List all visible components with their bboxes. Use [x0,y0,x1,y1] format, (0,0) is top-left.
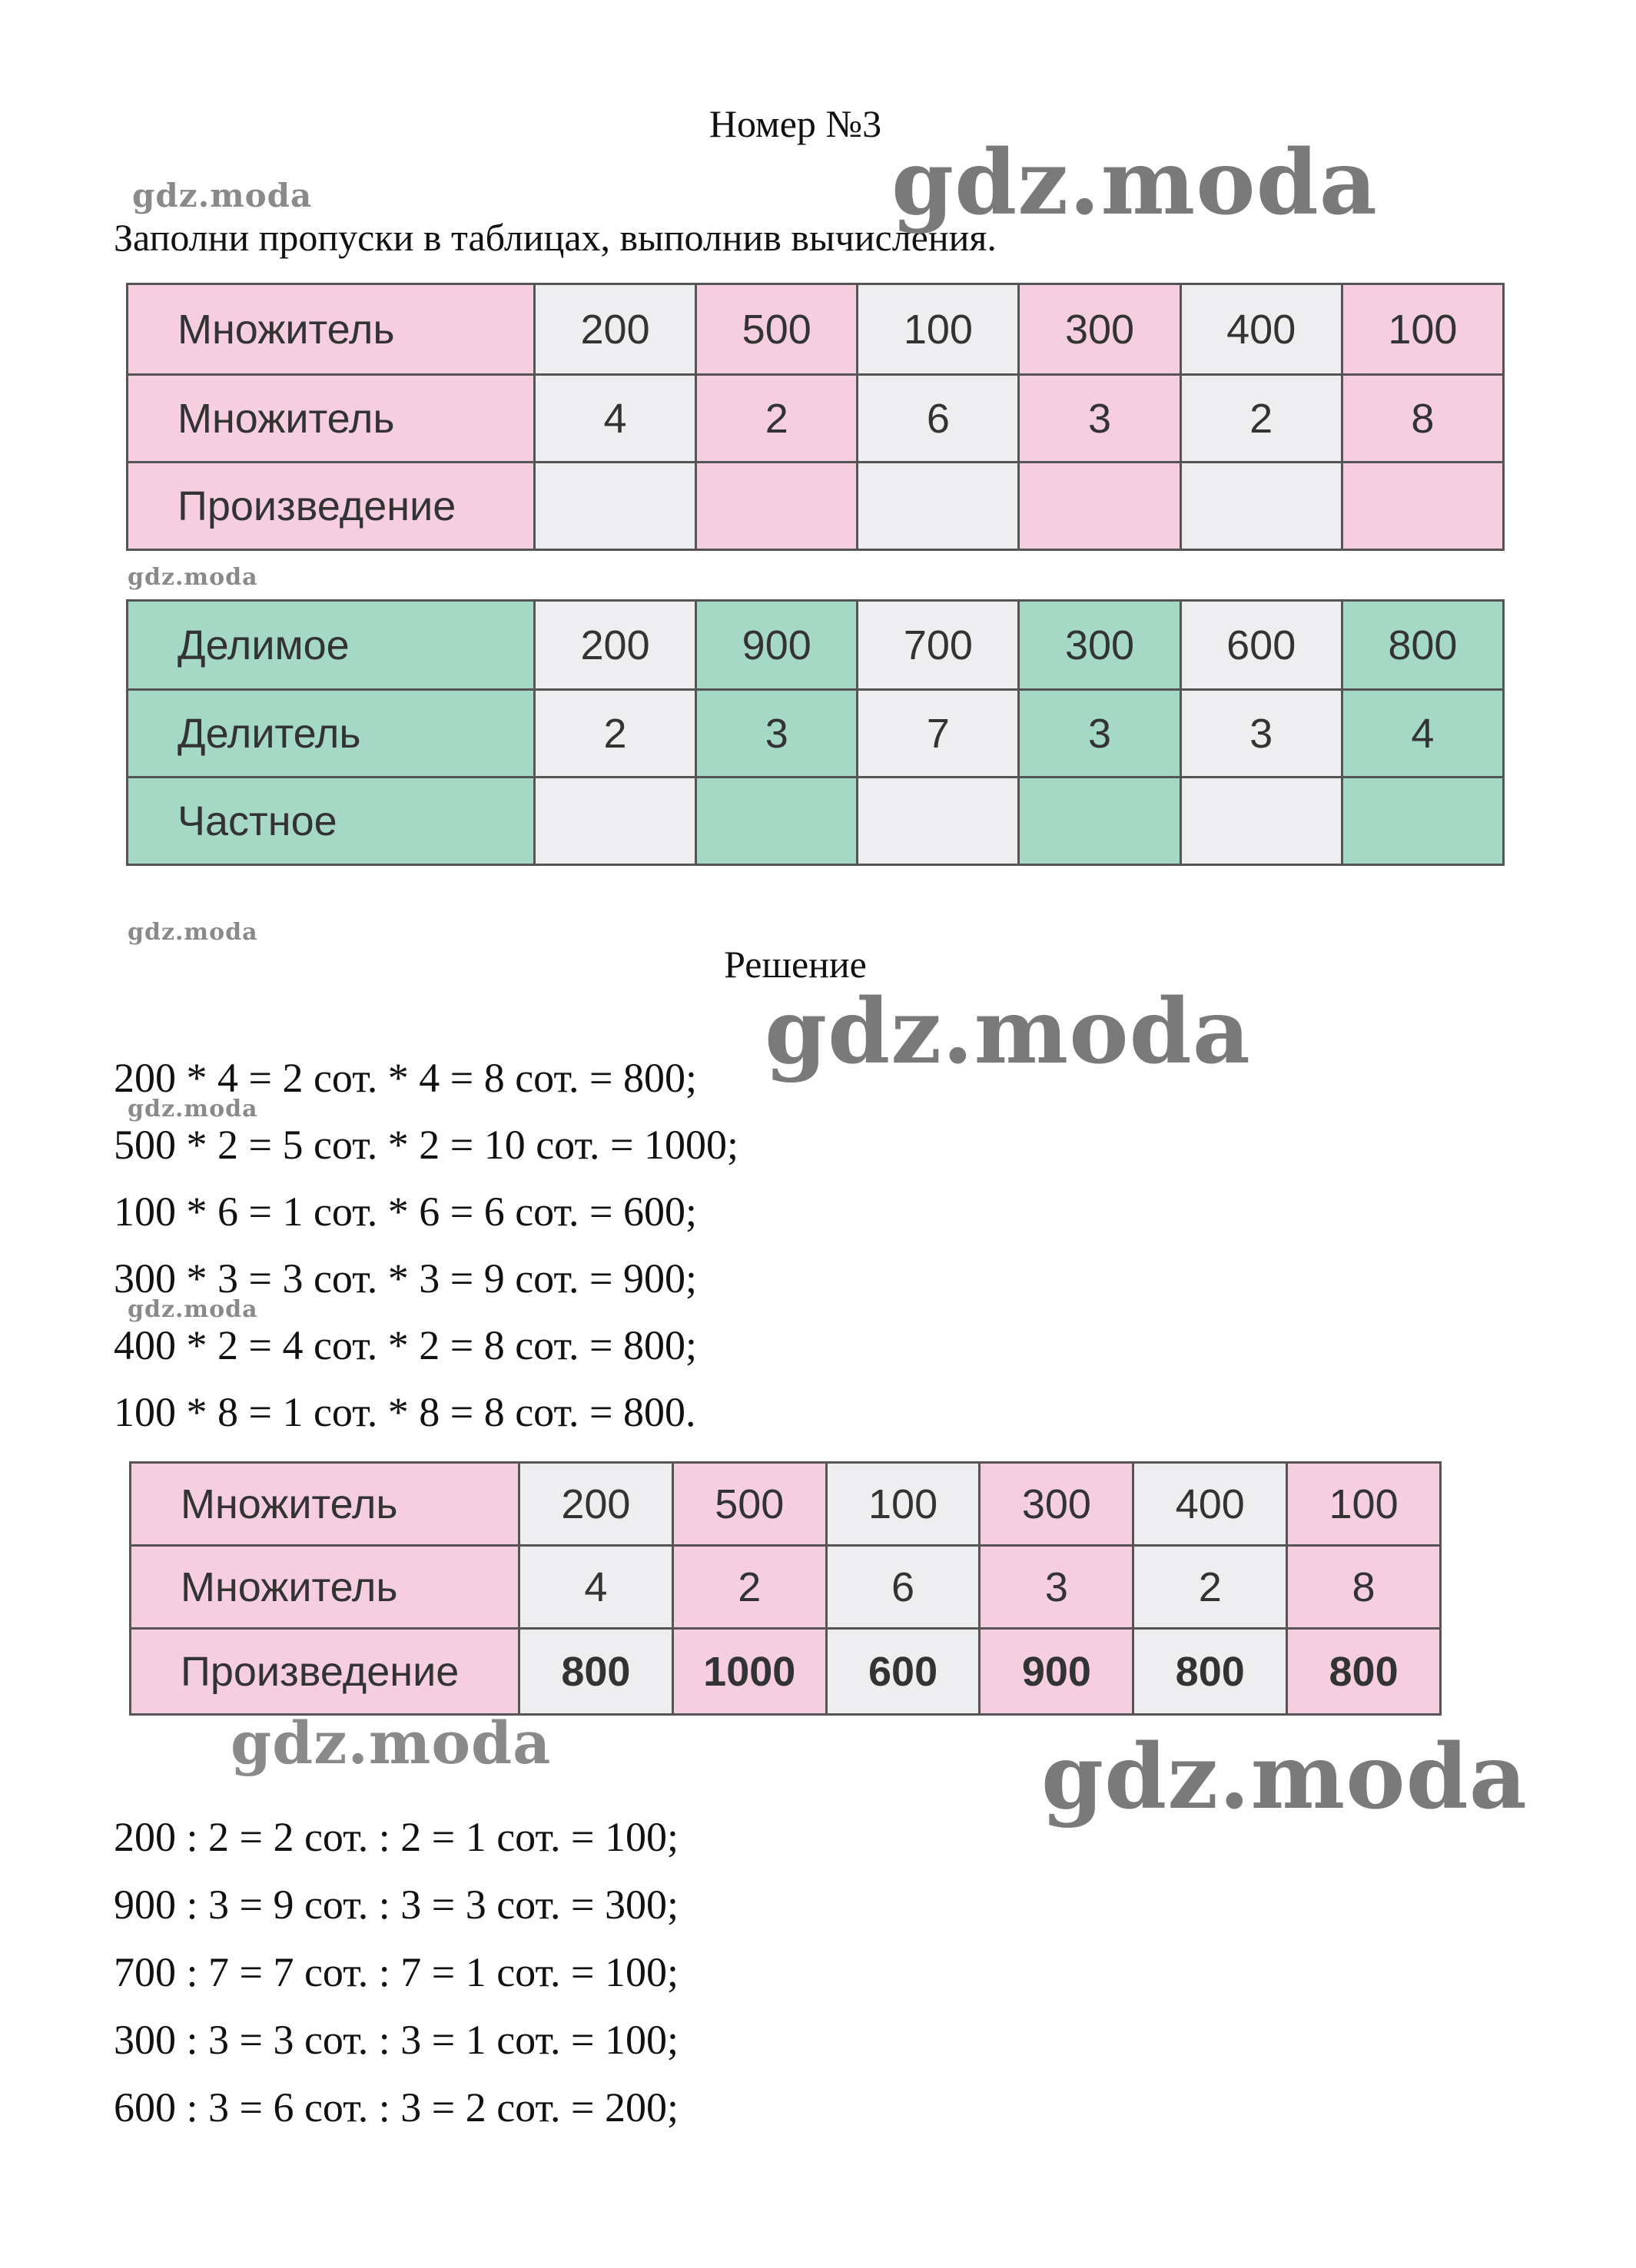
solution-line: 200 : 2 = 2 сот. : 2 = 1 сот. = 100; [114,1814,679,1860]
solution-line: 100 * 8 = 1 сот. * 8 = 8 сот. = 800. [114,1389,696,1435]
table-cell [535,463,696,550]
table-cell [1180,778,1342,865]
row-label: Множитель [128,375,535,463]
solution-line: 500 * 2 = 5 сот. * 2 = 10 сот. = 1000; [114,1122,738,1168]
table-cell [696,778,858,865]
table-cell: 2 [1180,375,1342,463]
table-cell: 400 [1180,284,1342,375]
row-label: Множитель [131,1546,519,1629]
table-cell: 100 [826,1463,980,1546]
watermark: gdz.moda [128,1096,258,1122]
table-cell: 900 [696,601,858,690]
table-row [128,690,1504,778]
table-cell [1342,778,1503,865]
solution-line: 400 * 2 = 4 сот. * 2 = 8 сот. = 800; [114,1322,697,1368]
answer-cell: 600 [826,1629,980,1715]
table-cell: 400 [1133,1463,1287,1546]
table-cell [696,463,858,550]
multiplication-table [126,283,1505,551]
table-cell [1180,463,1342,550]
row-label: Произведение [131,1629,519,1715]
table-cell: 200 [535,284,696,375]
table-cell: 100 [858,284,1019,375]
row-label: Делитель [128,690,535,778]
answer-cell: 800 [519,1629,673,1715]
table-cell: 200 [535,601,696,690]
watermark: gdz.moda [128,1296,258,1323]
row-label: Произведение [128,463,535,550]
table-cell: 3 [1019,690,1180,778]
table-cell: 8 [1342,375,1503,463]
solution-line: 700 : 7 = 7 сот. : 7 = 1 сот. = 100; [114,1949,679,1995]
table-cell: 4 [535,375,696,463]
solution-line: 300 : 3 = 3 сот. : 3 = 1 сот. = 100; [114,2017,679,2063]
table-cell: 100 [1342,284,1503,375]
table-row [131,1546,1441,1629]
table-cell: 600 [1180,601,1342,690]
multiplication-answer-table [129,1461,1442,1716]
answer-cell: 800 [1133,1629,1287,1715]
row-label: Множитель [131,1463,519,1546]
table-cell: 500 [696,284,858,375]
table-cell: 3 [1019,375,1180,463]
table-cell: 4 [519,1546,673,1629]
table-cell: 100 [1287,1463,1441,1546]
table-cell: 200 [519,1463,673,1546]
page-title: Номер №3 [708,102,882,145]
table-cell: 3 [696,690,858,778]
table-row [128,284,1504,375]
table-row [128,375,1504,463]
table-cell [858,463,1019,550]
row-label: Делимое [128,601,535,690]
table-cell: 700 [858,601,1019,690]
table-cell: 2 [1133,1546,1287,1629]
table-row [128,601,1504,690]
table-cell: 2 [672,1546,826,1629]
solution-line: 600 : 3 = 6 сот. : 3 = 2 сот. = 200; [114,2084,679,2130]
table-cell: 300 [980,1463,1133,1546]
table-cell [858,778,1019,865]
solution-heading: Решение [724,943,867,986]
solution-line: 100 * 6 = 1 сот. * 6 = 6 сот. = 600; [114,1189,697,1235]
solution-line: 200 * 4 = 2 сот. * 4 = 8 сот. = 800; [114,1055,697,1101]
table-cell: 2 [696,375,858,463]
solution-line: 900 : 3 = 9 сот. : 3 = 3 сот. = 300; [114,1882,679,1928]
solution-line: 300 * 3 = 3 сот. * 3 = 9 сот. = 900; [114,1255,697,1301]
table-cell: 3 [1180,690,1342,778]
table-cell [1019,778,1180,865]
watermark: gdz.moda [765,980,1251,1084]
table-cell [535,778,696,865]
row-label: Частное [128,778,535,865]
table-cell: 6 [858,375,1019,463]
table-cell [1019,463,1180,550]
watermark: gdz.moda [132,177,313,214]
answer-cell: 1000 [672,1629,826,1715]
table-cell: 4 [1342,690,1503,778]
row-label: Множитель [128,284,535,375]
watermark: gdz.moda [891,131,1378,235]
table-row [128,463,1504,550]
table-row [131,1629,1441,1715]
table-cell: 2 [535,690,696,778]
watermark: gdz.moda [128,919,258,946]
table-cell: 800 [1342,601,1503,690]
table-cell: 300 [1019,284,1180,375]
task-text: Заполни пропуски в таблицах, выполнив вычисления. [114,216,997,259]
watermark: gdz.moda [231,1709,552,1777]
table-cell: 300 [1019,601,1180,690]
table-cell: 500 [672,1463,826,1546]
watermark: gdz.moda [128,564,258,591]
answer-cell: 800 [1287,1629,1441,1715]
table-row [128,778,1504,865]
watermark: gdz.moda [1041,1725,1528,1829]
table-cell: 7 [858,690,1019,778]
division-table [126,599,1505,866]
table-cell [1342,463,1503,550]
table-cell: 3 [980,1546,1133,1629]
table-cell: 6 [826,1546,980,1629]
table-row [131,1463,1441,1546]
table-cell: 8 [1287,1546,1441,1629]
answer-cell: 900 [980,1629,1133,1715]
